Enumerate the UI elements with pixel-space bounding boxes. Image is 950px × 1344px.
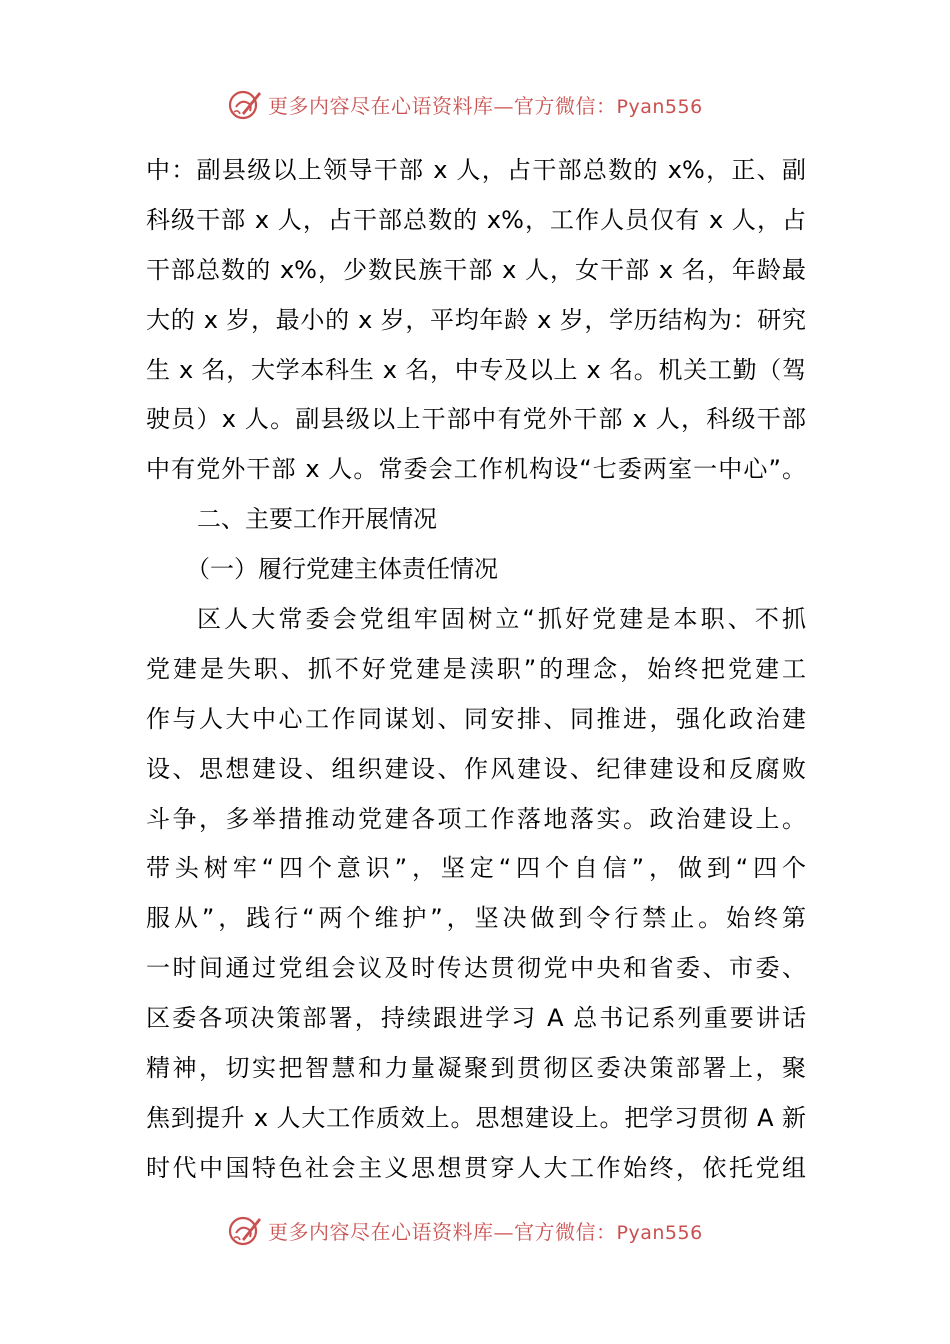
footer-watermark-label: 更多内容尽在心语资料库—官方微信：: [268, 1219, 617, 1244]
text-line: 干部总数的 x%，少数民族干部 x 人，女干部 x 名，年龄最: [146, 255, 806, 284]
text-line: 区人大常委会党组牢固树立“抓好党建是本职、不抓: [197, 605, 806, 634]
header-watermark-label: 更多内容尽在心语资料库—官方微信：: [268, 93, 617, 118]
footer-watermark-text: [268, 1216, 703, 1245]
text-line: 科级干部 x 人，占干部总数的 x%，工作人员仅有 x 人，占: [146, 205, 806, 234]
footer-watermark-banner: [228, 1210, 748, 1250]
text-line: 服从”，践行“两个维护”，坚决做到令行禁止。始终第: [146, 904, 806, 933]
text-line: 中：副县级以上领导干部 x 人，占干部总数的 x%，正、副: [146, 156, 806, 184]
text-line: 生 x 名，大学本科生 x 名，中专及以上 x 名。机关工勤（驾: [146, 355, 806, 384]
subsection-heading: （一）履行党建主体责任情况: [186, 555, 498, 584]
text-line: 焦到提升 x 人大工作质效上。思想建设上。把学习贯彻 A 新: [146, 1103, 806, 1132]
header-watermark-account: Pyan556: [616, 95, 703, 118]
text-line: 区委各项决策部署，持续跟进学习 A 总书记系列重要讲话: [146, 1004, 806, 1033]
text-line: 中有党外干部 x 人。常委会工作机构设“七委两室一中心”。: [146, 455, 806, 484]
text-line: 党建是失职、抓不好党建是渎职”的理念，始终把党建工: [146, 654, 806, 683]
text-line: 大的 x 岁，最小的 x 岁，平均年龄 x 岁，学历结构为：研究: [146, 305, 806, 334]
text-line: 精神，切实把智慧和力量凝聚到贯彻区委决策部署上，聚: [146, 1054, 806, 1083]
footer-watermark-account: Pyan556: [616, 1221, 703, 1244]
text-line: 驶员）x 人。副县级以上干部中有党外干部 x 人，科级干部: [146, 405, 806, 434]
pen-logo-icon: [228, 87, 262, 121]
text-line: 斗争，多举措推动党建各项工作落地落实。政治建设上。: [146, 804, 806, 833]
header-watermark-text: [268, 90, 703, 119]
text-line: 带头树牢“四个意识”，坚定“四个自信”，做到“四个: [146, 854, 806, 883]
document-body: [146, 146, 806, 1194]
pen-logo-icon: [228, 1213, 262, 1247]
text-line: 一时间通过党组会议及时传达贯彻党中央和省委、市委、: [146, 954, 806, 983]
text-line: 设、思想建设、组织建设、作风建设、纪律建设和反腐败: [146, 754, 806, 783]
text-line: 时代中国特色社会主义思想贯穿人大工作始终，依托党组: [146, 1153, 806, 1182]
header-watermark-banner: [228, 84, 748, 124]
text-line: 作与人大中心工作同谋划、同安排、同推进，强化政治建: [146, 704, 806, 733]
section-heading: 二、主要工作开展情况: [197, 505, 437, 534]
